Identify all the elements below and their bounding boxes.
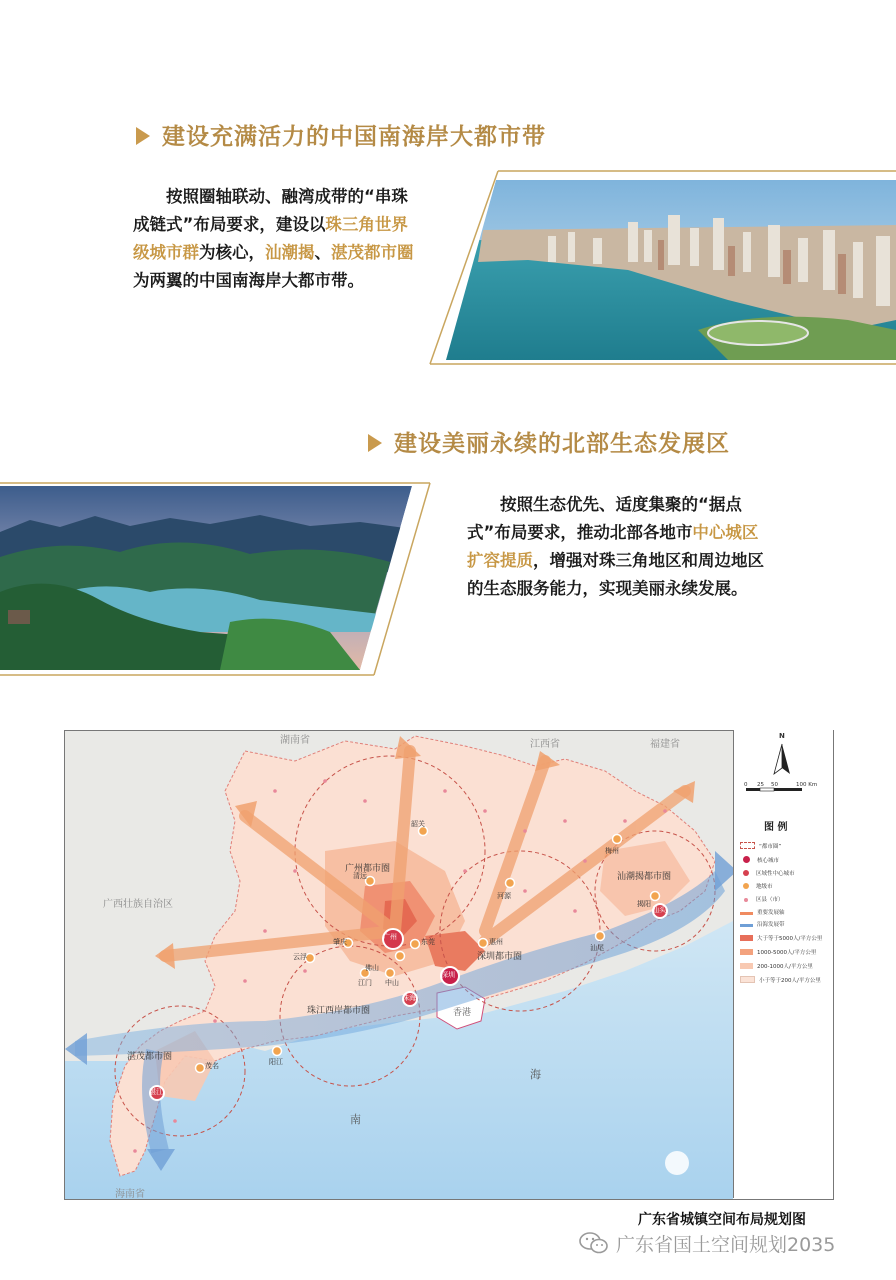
- city-label-foshan: 佛山: [365, 964, 379, 972]
- map-legend: [733, 730, 833, 1198]
- city-label-zhuhai: 珠海: [402, 994, 416, 1002]
- legend-item-metro: “都市圈”: [740, 842, 781, 850]
- scale-label-25: 25: [757, 782, 764, 788]
- north-label: N: [779, 732, 785, 740]
- hong-kong-label: 香港: [453, 1008, 472, 1018]
- region-label-west-bank: 珠江西岸都市圈: [307, 1006, 371, 1016]
- section2-heading: 建设美丽永续的北部生态发展区: [368, 425, 730, 458]
- photo2-frame-lines: [0, 480, 440, 680]
- legend-item-core-city: 核心城市: [740, 856, 779, 864]
- city-label-shaoguan: 韶关: [411, 820, 425, 828]
- province-label-jiangxi: 江西省: [530, 739, 560, 750]
- city-label-guangzhou: 广州: [383, 933, 397, 941]
- section1-paragraph: 按照圈轴联动、融湾成带的“串珠成链式”布局要求，建设以珠三角世界级城市群为核心，汕潮揭、湛茂都市圈为两翼的中国南海岸大都市带。: [133, 187, 414, 290]
- legend-title: 图 例: [764, 822, 788, 833]
- triangle-bullet-icon: [368, 434, 382, 452]
- city-label-yunfu: 云浮: [293, 953, 307, 961]
- north-arrow-icon: [734, 730, 833, 800]
- city-label-maoming: 茂名: [205, 1062, 219, 1070]
- wechat-icon: [578, 1230, 610, 1256]
- sea-label-south: 南: [350, 1113, 361, 1126]
- region-label-zhanjiang: 湛茂都市圈: [127, 1052, 173, 1062]
- city-label-meizhou: 梅州: [605, 847, 619, 855]
- province-label-hunan: 湖南省: [280, 735, 310, 746]
- legend-item-coastal-band: 沿海发展带: [740, 920, 785, 928]
- city-label-zhongshan: 中山: [385, 979, 399, 987]
- city-label-heyuan: 河源: [497, 892, 511, 900]
- region-label-shantou: 汕潮揭都市圈: [617, 872, 672, 882]
- legend-item-prefecture-city: 地级市: [740, 882, 773, 890]
- city-label-huizhou: 惠州: [489, 938, 503, 946]
- province-label-guangxi: 广西壮族自治区: [103, 899, 173, 910]
- scale-label-100km: 100 Km: [796, 782, 818, 788]
- section1-heading: 建设充满活力的中国南海岸大都市带: [136, 118, 546, 151]
- province-label-fujian: 福建省: [650, 739, 680, 750]
- legend-item-density-3: 200-1000人/平方公里: [740, 962, 813, 970]
- region-label-shenzhen: 深圳都市圈: [477, 952, 523, 962]
- map-caption: 广东省城镇空间布局规划图: [638, 1212, 806, 1228]
- watermark-text: 广东省国土空间规划2035: [616, 1234, 836, 1256]
- city-label-shantou: 汕头: [652, 906, 666, 914]
- legend-item-dev-axis: 重要发展轴: [740, 908, 785, 916]
- city-label-jiangmen: 江门: [358, 979, 372, 987]
- city-label-jieyang: 揭阳: [637, 900, 651, 908]
- scale-label-0: 0: [744, 782, 748, 788]
- planning-map: [64, 730, 834, 1200]
- city-label-dongguan: 东莞: [421, 938, 435, 946]
- province-label-hainan: 海南省: [115, 1189, 145, 1200]
- section2-paragraph: 按照生态优先、适度集聚的“据点式”布局要求，推动北部各地市中心城区扩容提质，增强对珠三角地区和周边地区的生态服务能力，实现美丽永续发展。: [467, 495, 764, 598]
- city-label-zhaoqing: 肇庆: [333, 938, 347, 946]
- city-label-qingyuan: 清远: [353, 872, 367, 880]
- legend-item-regional-city: 区域性中心城市: [740, 869, 795, 877]
- sea-label-sea: 海: [530, 1068, 541, 1081]
- scale-label-50: 50: [771, 782, 778, 788]
- legend-item-density-2: 1000-5000人/平方公里: [740, 948, 816, 956]
- map-canvas: [65, 731, 833, 1199]
- city-label-yangjiang: 阳江: [269, 1058, 283, 1066]
- city-label-zhanjiang: 湛江: [149, 1088, 163, 1096]
- city-label-shanwei: 汕尾: [590, 944, 604, 952]
- region-label-guangzhou: 广州都市圈: [345, 864, 391, 874]
- photo1-frame-lines: [428, 168, 896, 368]
- legend-item-density-4: 小于等于200人/平方公里: [740, 976, 821, 984]
- legend-item-county: 区县（市）: [740, 895, 784, 903]
- city-label-shenzhen: 深圳: [441, 971, 455, 979]
- triangle-bullet-icon: [136, 127, 150, 145]
- legend-item-density-1: 大于等于5000人/平方公里: [740, 934, 822, 942]
